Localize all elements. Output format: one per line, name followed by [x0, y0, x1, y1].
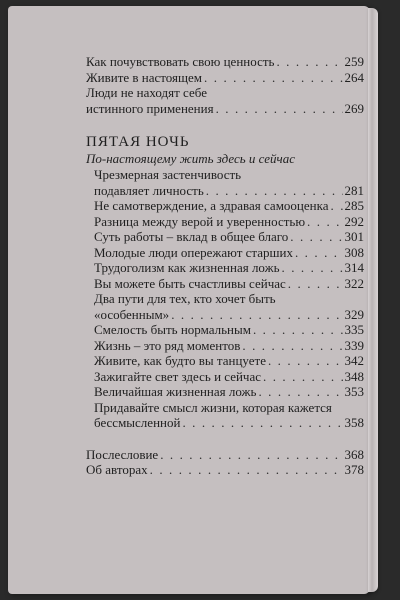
dot-leader — [242, 338, 342, 354]
dot-leader — [307, 214, 342, 230]
dot-leader — [276, 54, 342, 70]
toc-entry — [94, 353, 364, 369]
toc-entry-page: 358 — [344, 415, 364, 430]
toc-entry-title-line: «особенным» — [94, 306, 170, 322]
toc-entry — [94, 214, 364, 230]
toc-entry-title-line: Два пути для тех, кто хочет быть — [94, 291, 276, 306]
toc-entry-title: Трудоголизм как жизненная ложь — [94, 260, 280, 275]
toc-entry — [86, 462, 364, 478]
toc-entry-title: Послесловие — [86, 446, 159, 462]
dot-leader — [258, 384, 342, 400]
toc-entry-page: 353 — [344, 384, 364, 399]
toc-entry — [94, 245, 364, 261]
toc-entry-title: Смелость быть нормальным — [94, 322, 251, 337]
toc-entry-title: Как почувствовать свою ценность — [86, 54, 275, 69]
dot-leader — [295, 245, 343, 261]
dot-leader — [290, 229, 342, 245]
toc-entry-title: Величайшая жизненная ложь — [94, 384, 257, 399]
book-page — [8, 6, 370, 594]
toc-entry-title: Разница между верой и уверенностью — [94, 213, 306, 229]
table-of-contents — [86, 54, 364, 478]
toc-entry-title: Молодые люди опережают старших — [94, 244, 293, 260]
toc-entry — [94, 167, 364, 198]
dot-leader — [282, 260, 343, 276]
toc-entry — [94, 369, 364, 385]
toc-entry — [94, 400, 364, 431]
dot-leader — [171, 307, 342, 323]
toc-entry — [86, 85, 364, 116]
toc-entry-title-line: Чрезмерная застенчивость — [94, 167, 242, 182]
toc-entry — [86, 54, 364, 70]
toc-entry — [94, 276, 364, 292]
toc-entry-page: 281 — [344, 182, 364, 198]
toc-entry — [94, 198, 364, 214]
toc-entry-page: 368 — [344, 446, 364, 462]
toc-entry-title-line: Люди не находят себе — [86, 85, 207, 100]
toc-entry — [94, 322, 364, 338]
toc-entry-title: Живите в настоящем — [86, 69, 203, 85]
toc-entry-title-line: Придавайте смысл жизни, которая кажется — [94, 399, 332, 415]
toc-entry-page: 269 — [344, 100, 364, 116]
toc-entry-title-line: подавляет личность — [94, 182, 204, 198]
toc-entry-page: 329 — [344, 306, 364, 322]
toc-entry — [94, 260, 364, 276]
toc-entry — [86, 70, 364, 86]
toc-entry-title: Суть работы – вклад в общее благо — [94, 229, 289, 244]
toc-entry-page: 342 — [344, 353, 364, 368]
toc-entry — [94, 291, 364, 322]
dot-leader — [150, 462, 343, 478]
toc-entry-page: 378 — [344, 462, 364, 477]
section-entries — [86, 167, 364, 431]
toc-entry-title: Об авторах — [86, 462, 148, 477]
dot-leader — [204, 70, 342, 86]
toc-entry-page: 259 — [344, 54, 364, 69]
toc-entry — [94, 338, 364, 354]
toc-entry-page: 301 — [344, 229, 364, 244]
dot-leader — [331, 198, 343, 214]
toc-entry-title: Не самотверждение, а здравая самооценка — [94, 198, 329, 213]
toc-entry-title-line: бессмысленной — [94, 415, 181, 430]
toc-entry-title-line: истинного применения — [86, 100, 214, 116]
toc-entry-page: 348 — [344, 368, 364, 384]
toc-entry — [94, 229, 364, 245]
toc-entry-page: 285 — [344, 198, 364, 213]
dot-leader — [182, 415, 342, 431]
toc-entry-title: Вы можете быть счастливы сейчас — [94, 275, 286, 291]
toc-entry-page: 292 — [344, 213, 364, 229]
toc-entry-title: Зажигайте свет здесь и сейчас — [94, 368, 262, 384]
toc-entry — [86, 447, 364, 463]
toc-entry-title: Живите, как будто вы танцуете — [94, 353, 266, 368]
dot-leader — [206, 183, 343, 199]
toc-entry-page: 314 — [344, 260, 364, 275]
toc-entry-page: 339 — [344, 337, 364, 353]
toc-entry-page: 322 — [344, 275, 364, 291]
toc-entry-page: 264 — [344, 69, 364, 85]
dot-leader — [288, 276, 343, 292]
dot-leader — [253, 322, 343, 338]
toc-entry — [94, 384, 364, 400]
toc-entry-page: 308 — [344, 244, 364, 260]
section-heading: ПЯТАЯ НОЧЬ — [86, 134, 190, 150]
dot-leader — [263, 369, 342, 385]
toc-entry-title: Жизнь – это ряд моментов — [94, 337, 241, 353]
page-edge — [368, 8, 378, 592]
dot-leader — [160, 447, 342, 463]
dot-leader — [268, 353, 343, 369]
dot-leader — [216, 101, 343, 117]
section-subtitle: По-настоящему жить здесь и сейчас — [86, 151, 296, 166]
toc-entry-page: 335 — [344, 322, 364, 337]
